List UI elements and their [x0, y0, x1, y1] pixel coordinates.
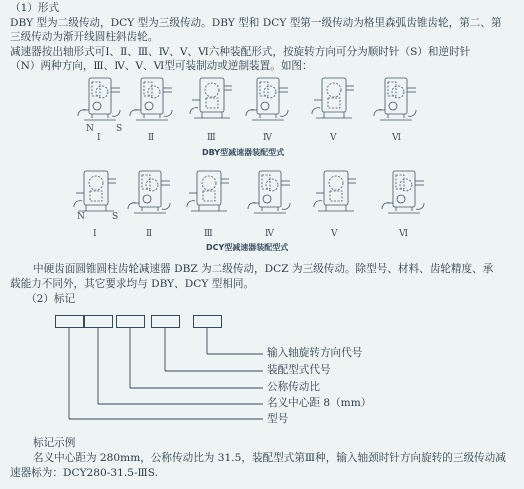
- marking-label-assembly: 装配型式代号: [267, 364, 331, 376]
- numeral-3: Ⅲ: [207, 133, 216, 143]
- numeral-6: Ⅵ: [399, 229, 409, 239]
- code-box-assembly: [151, 315, 180, 328]
- marking-label-model: 型号: [267, 413, 289, 425]
- code-box-model: [55, 315, 84, 328]
- code-box-ratio: [116, 315, 145, 328]
- numeral-4: Ⅳ: [263, 133, 272, 143]
- numeral-5: Ⅴ: [331, 229, 338, 239]
- numeral-3: Ⅲ: [204, 229, 213, 239]
- section-heading-form: （1）形式: [10, 2, 60, 14]
- label-n: N: [77, 212, 85, 222]
- numeral-1: Ⅰ: [93, 229, 97, 239]
- marking-label-center-distance: 名义中心距 8（mm）: [267, 397, 372, 409]
- numeral-1: Ⅰ: [97, 133, 101, 143]
- paragraph-line: 中硬齿面圆锥圆柱齿轮减速器 DBZ 为二级传动，DCZ 为三级传动。除型号、材料、齿轮精度、承: [33, 263, 494, 275]
- label-n: N: [86, 124, 94, 134]
- code-box-direction: [193, 315, 222, 328]
- label-s: S: [116, 124, 123, 134]
- section-heading-marking: （2）标记: [26, 293, 76, 305]
- numeral-4: Ⅳ: [265, 229, 274, 239]
- paragraph-line: DBY 型为二级传动，DCY 型为三级传动。DBY 型和 DCY 型第一级传动为格里森弧齿锥齿轮，第二、第: [10, 17, 502, 29]
- label-s: S: [112, 212, 119, 222]
- numeral-6: Ⅵ: [392, 133, 402, 143]
- numeral-5: Ⅴ: [330, 133, 337, 143]
- numeral-2: Ⅱ: [146, 229, 153, 239]
- marking-label-ratio: 公称传动比: [267, 381, 320, 393]
- paragraph-line: 减速器按出轴形式可Ⅰ、Ⅱ、Ⅲ、Ⅳ、Ⅴ、Ⅵ六种装配形式，按旋转方向可分为顺时针（S）和逆时针: [10, 46, 471, 58]
- code-box-center-distance: [84, 315, 113, 328]
- numeral-2: Ⅱ: [148, 133, 155, 143]
- figure-caption-dcy: DCY型减速器装配型式: [206, 243, 289, 252]
- example-heading: 标记示例: [33, 437, 76, 449]
- example-line: 速器标为：DCY280-31.5-ⅢS.: [10, 467, 158, 479]
- figure-caption-dby: DBY型减速器装配型式: [202, 148, 285, 157]
- paragraph-line: 三级传动为渐开线圆柱斜齿轮。: [10, 31, 159, 43]
- paragraph-line: 载能力不同外，其它要求均与 DBY、DCY 型相同。: [10, 278, 255, 290]
- marking-label-direction: 输入轴旋转方向代号: [267, 347, 363, 359]
- paragraph-line: （N）两种方向，Ⅲ、Ⅳ、Ⅴ、Ⅵ型可装制动或逆制装置。如图：: [10, 60, 313, 72]
- example-line: 名义中心距为 280mm，公称传动比为 31.5，装配型式第Ⅲ种，输入轴颈时针方向旋转的三级传动减: [33, 452, 506, 464]
